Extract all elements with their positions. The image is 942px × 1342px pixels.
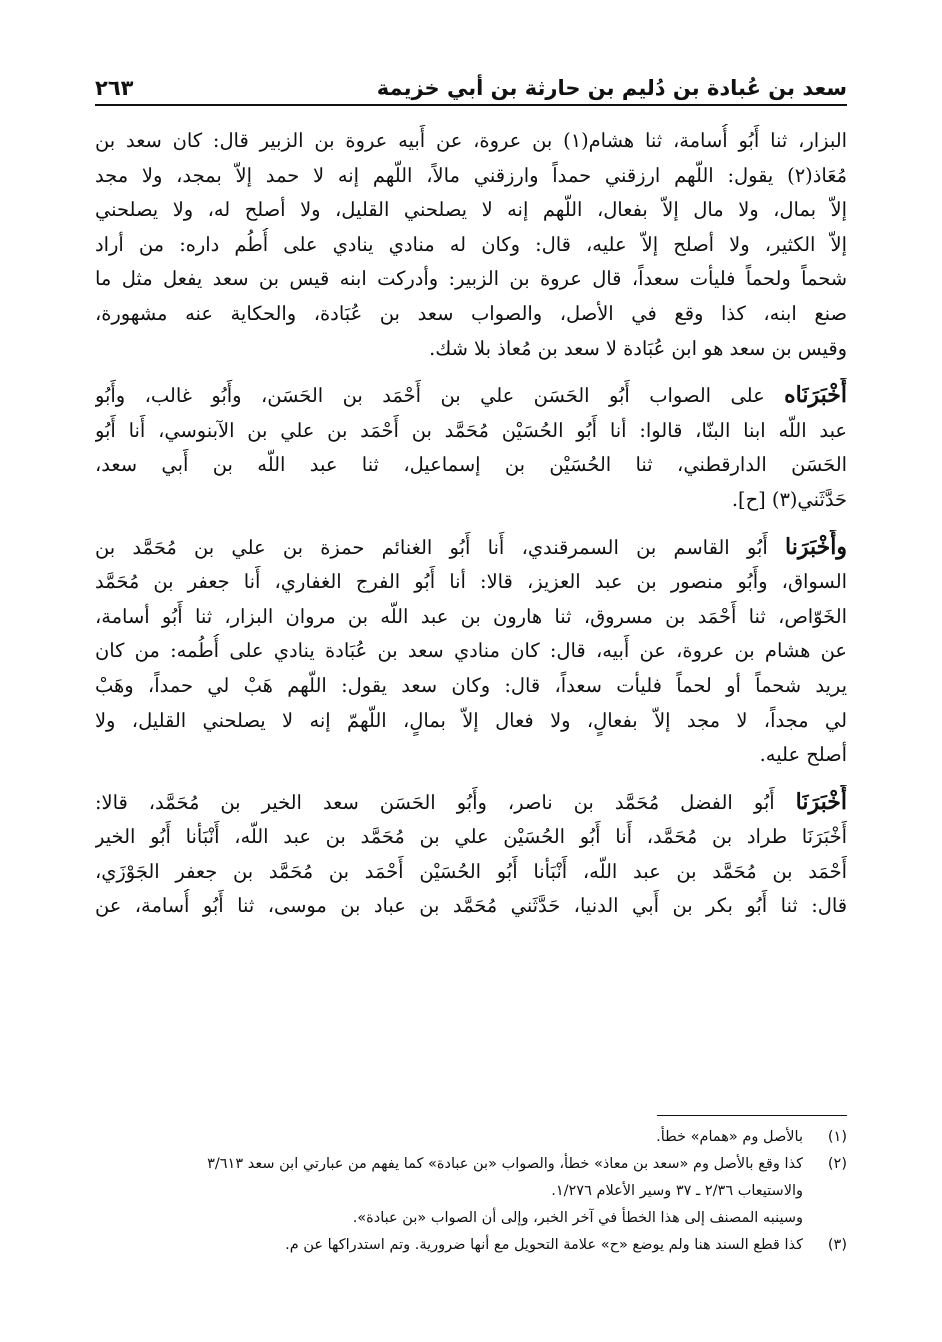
- text-line: عن هشام بن عروة، عن أَبيه، قال: كان منادي سعد بن عُبَادة ينادي على أُطُمه: من كان: [95, 639, 847, 663]
- page-header: [95, 64, 847, 100]
- footnote-line: كذا وقع بالأصل وم «سعد بن معاذ» خطأ، والصواب «بن عبادة» كما يفهم من عبارتي ابن سعد ٣/٦١٣: [207, 1156, 803, 1172]
- running-title: سعد بن عُبادة بن دُليم بن حارثة بن أبي خزيمة: [376, 76, 847, 100]
- footnote-line: والاستيعاب ٢/٣٦ ـ ٣٧ وسير الأعلام ١/٢٧٦.: [551, 1183, 803, 1199]
- footnote-text: [95, 1232, 803, 1259]
- text-line: البزار، ثنا أَبُو أُسامة، ثنا هشام(١) بن عروة، عن أَبيه عروة بن الزبير قال: كان سعد بن: [95, 129, 847, 152]
- footnote-number: (٣): [827, 1237, 847, 1253]
- paragraph: [95, 378, 847, 517]
- paragraph: [95, 530, 847, 773]
- text-line-rest: أَبُو القاسم بن السمرقندي، أَنا أَبُو الغنائم حمزة بن علي بن مُحَمَّد بن: [95, 535, 768, 559]
- text-line: الحَسَن الدارقطني، ثنا الحُسَيْن بن إسماعيل، ثنا عبد اللّه بن أَبي سعد،: [95, 453, 847, 477]
- paragraph: [95, 785, 847, 924]
- text-line: يريد شحماً أو لحماً فليأت سعداً، قال: وكان سعد يقول: اللّهم هَبْ لي حمداً، وهَبْ: [95, 673, 847, 697]
- text-line: إلاّ الكثير، ولا أصلح إلاّ عليه، قال: وكان له منادي ينادي على أُطُم داره: من أراد: [95, 232, 847, 256]
- text-line: [95, 785, 847, 821]
- paragraph-lead: أَخْبَرَنَا: [795, 788, 847, 815]
- footnote-line: بالأصل وم «همام» خطأ.: [656, 1129, 803, 1145]
- paragraph-lead: وأَخْبَرَنا: [785, 533, 847, 560]
- text-line: مُعَاذ(٢) يقول: اللّهم ارزقني حمداً وارزقني مالاً، اللّهم إنه لا حمد إلاّ بمجد، ولا مجد: [95, 163, 847, 187]
- paragraph-lead: أَخْبَرَنَاه: [784, 382, 847, 409]
- text-line-rest: أَبُو الفضل مُحَمَّد بن ناصر، وأَبُو الحَسَن سعد الخير بن مُحَمَّد، قالا:: [95, 790, 775, 814]
- text-line: [95, 378, 847, 414]
- text-line: أصلح عليه.: [759, 743, 847, 767]
- footnote-rule: [657, 1115, 847, 1116]
- footnote-number: (٢): [827, 1156, 847, 1172]
- text-line: السواق، وأَبُو منصور بن عبد العزيز، قالا: أنا أَبُو الفرج الغفاري، أَنا جعفر بن مُحَمَّد: [95, 570, 847, 594]
- footnote-number: (١): [827, 1129, 847, 1145]
- text-line: أَحْمَد بن مُحَمَّد بن عبد اللّه، أَنْبَأنا أَبُو الحُسَيْن أَحْمَد بن مُحَمَّد بن جعفر الجَوْزَي،: [95, 859, 847, 883]
- text-line: صنع ابنه، كذا وقع في الأصل، والصواب سعد بن عُبَادة، والحكاية عنه مشهورة،: [95, 301, 847, 325]
- header-rule: [95, 104, 847, 106]
- footnote: [95, 1232, 847, 1259]
- text-line: وقيس بن سعد هو ابن عُبَادة لا سعد بن مُعاذ بلا شك.: [429, 336, 847, 360]
- footnotes: [95, 1124, 847, 1259]
- main-text: [95, 124, 847, 936]
- text-line: حَدَّثَني(٣) [ح].: [731, 487, 847, 511]
- text-line: شحماً ولحماً فليأت سعداً، قال عروة بن الزبير: وأدركت ابنه قيس بن سعد يفعل مثل ما: [95, 267, 847, 291]
- footnote-text: [95, 1124, 803, 1151]
- text-line: قال: ثنا أَبُو بكر بن أَبي الدنيا، حَدَّثَني مُحَمَّد بن عباد بن موسى، ثنا أَبُو أُسامة، عن: [95, 894, 847, 918]
- footnote-line: وسينبه المصنف إلى هذا الخطأ في آخر الخبر، وإلى أن الصواب «بن عبادة».: [352, 1210, 803, 1226]
- text-line: الخَوّاص، ثنا أَحْمَد بن مسروق، ثنا هارون بن عبد اللّه بن مروان البزار، ثنا أَبُو أسامة،: [95, 604, 847, 628]
- footnote: [95, 1124, 847, 1151]
- text-line: إلاّ بمال، ولا مال إلاّ بفعال، اللّهم إنه لا يصلحني القليل، ولا أصلح له، ولا يصلحني: [95, 198, 847, 222]
- text-line: لي مجداً، لا مجد إلاّ بفعالٍ، ولا فعال إلاّ بمالٍ، اللّهمّ إنه لا يصلحني القليل، ولا: [95, 708, 847, 732]
- footnote-text: [95, 1151, 803, 1232]
- page-number: ٢٦٣: [95, 76, 134, 100]
- text-line: أَخْبَرَنَا طراد بن مُحَمَّد، أَنا أَبُو الحُسَيْن علي بن مُحَمَّد بن عبد اللّه، أَنْبَأنا أَبُو الخير: [95, 825, 847, 849]
- footnote: [95, 1151, 847, 1232]
- text-line: [95, 530, 847, 566]
- footnote-line: كذا قطع السند هنا ولم يوضع «ح» علامة التحويل مع أنها ضرورية. وتم استدراكها عن م.: [285, 1237, 803, 1253]
- text-line-rest: على الصواب أَبُو الحَسَن علي بن أَحْمَد بن الحَسَن، وأَبُو غالب، وأَبُو: [95, 384, 765, 408]
- paragraph: [95, 124, 847, 366]
- text-line: عبد اللّه ابنا البنّا، قالوا: أنا أَبُو الحُسَيْن مُحَمَّد بن أَحْمَد بن علي بن الآبنوسي، أَنا أَبُو: [95, 418, 847, 442]
